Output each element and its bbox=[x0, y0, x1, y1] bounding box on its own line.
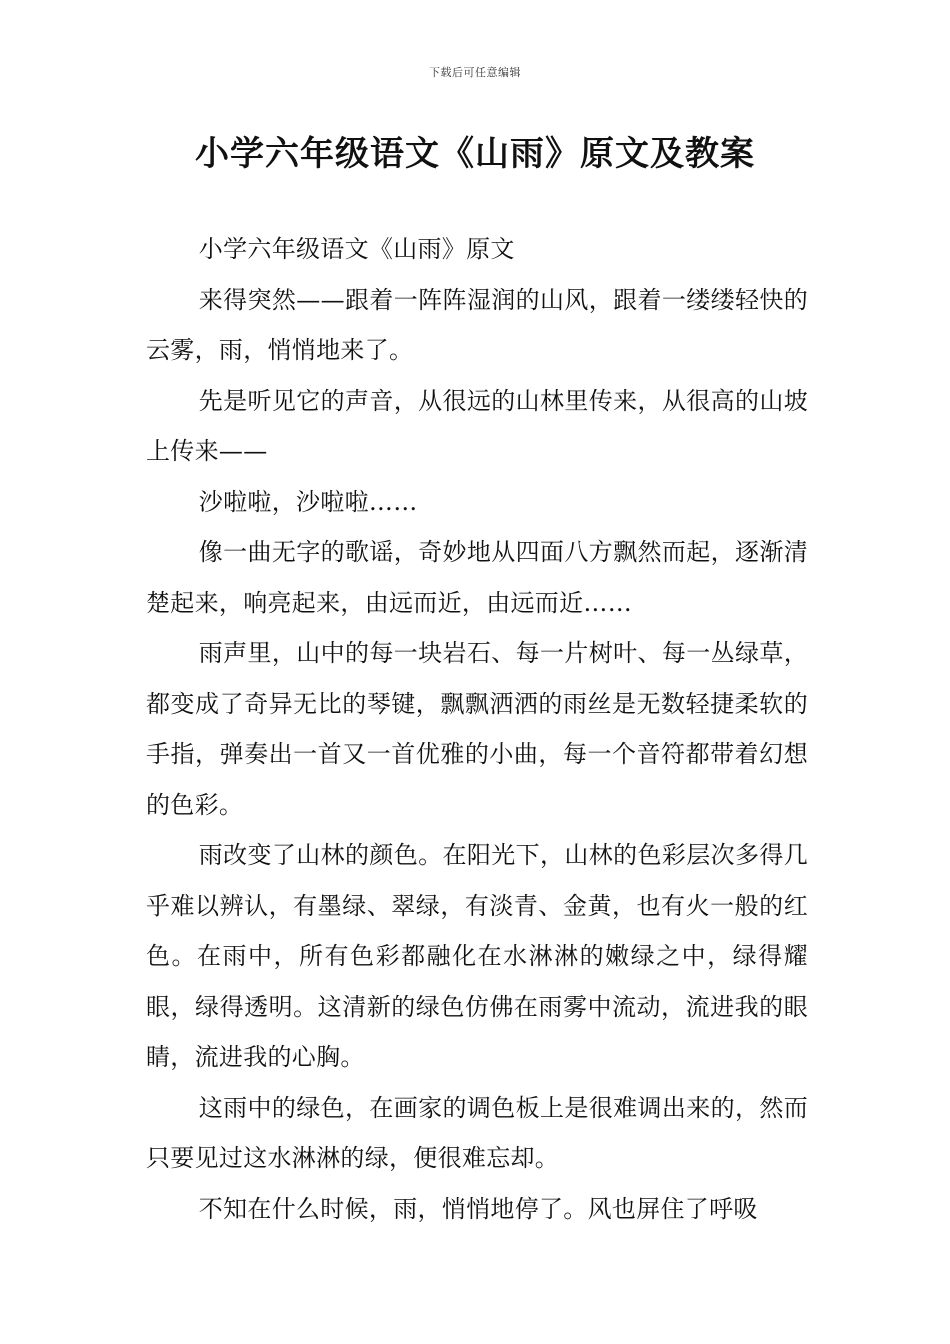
subtitle-paragraph: 小学六年级语文《山雨》原文 bbox=[198, 235, 515, 263]
body-paragraph: 雨声里，山中的每一块岩石、每一片树叶、每一丛绿草，都变成了奇异无比的琴键，飘飘洒洒的雨丝是无数轻捷柔软的手指，弹奏出一首又一首优雅的小曲，每一个音符都带着幻想的色彩。 bbox=[146, 639, 808, 819]
body-paragraph: 像一曲无字的歌谣，奇妙地从四面八方飘然而起，逐渐清楚起来，响亮起来，由远而近，由远而近…… bbox=[146, 538, 808, 617]
document-title: 小学六年级语文《山雨》原文及教案 bbox=[195, 134, 755, 174]
body-paragraph: 先是听见它的声音，从很远的山林里传来，从很高的山坡上传来—— bbox=[146, 386, 808, 465]
body-paragraph: 不知在什么时候，雨，悄悄地停了。风也屏住了呼吸 bbox=[198, 1194, 758, 1223]
body-paragraph: 来得突然——跟着一阵阵湿润的山风，跟着一缕缕轻快的云雾，雨，悄悄地来了。 bbox=[146, 285, 808, 364]
body-paragraph: 雨改变了山林的颜色。在阳光下，山林的色彩层次多得几乎难以辨认，有墨绿、翠绿，有淡青、金黄，也有火一般的红色。在雨中，所有色彩都融化在水淋淋的嫩绿之中，绿得耀眼，绿得透明。这清新的绿色仿佛在雨雾中流动，流进我的眼睛，流进我的心胸。 bbox=[146, 841, 808, 1071]
document-body bbox=[146, 224, 808, 1234]
body-paragraph: 这雨中的绿色，在画家的调色板上是很难调出来的，然而只要见过这水淋淋的绿，便很难忘却。 bbox=[146, 1093, 808, 1172]
header-note: 下载后可任意编辑 bbox=[429, 66, 521, 79]
body-paragraph: 沙啦啦，沙啦啦…… bbox=[198, 487, 418, 516]
